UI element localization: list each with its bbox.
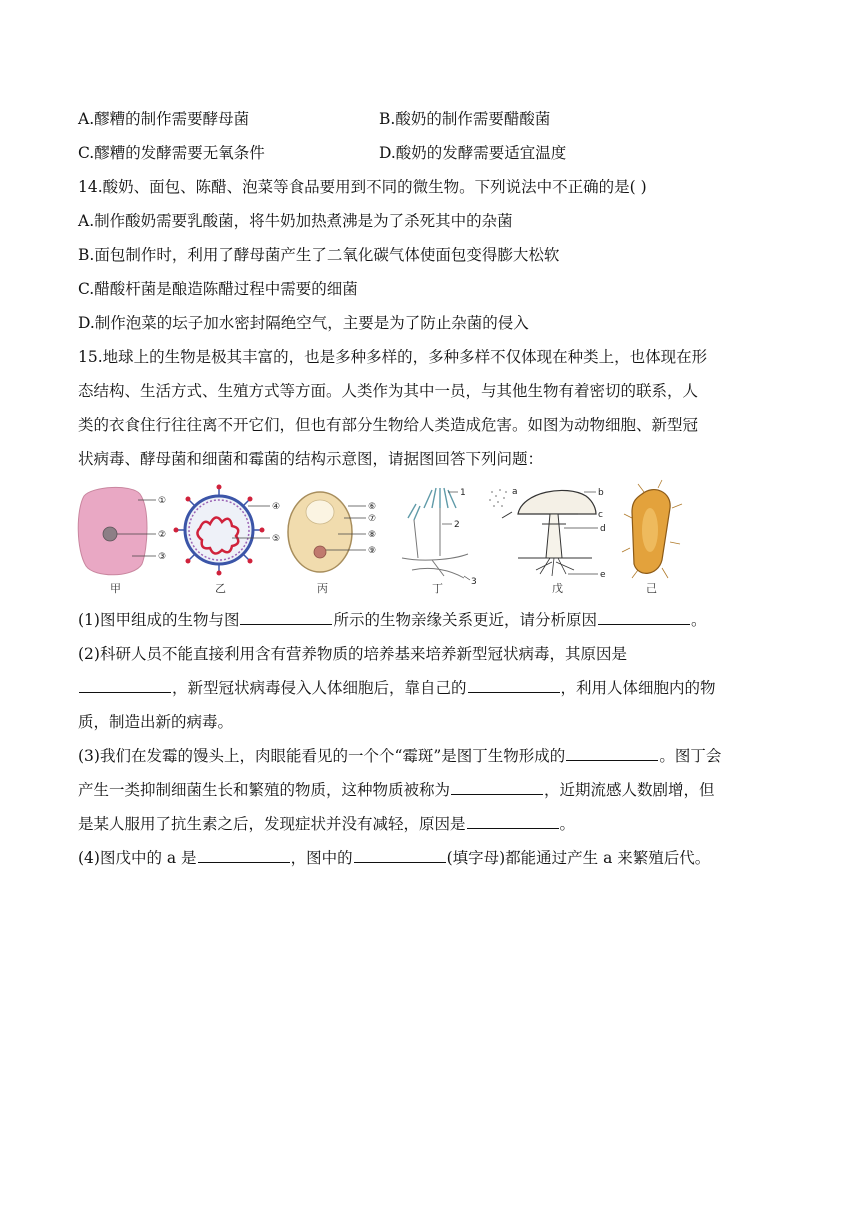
answer-blank-9[interactable] xyxy=(354,847,446,863)
bacterium-diagram xyxy=(622,480,682,578)
subquestion-3-line2 xyxy=(78,778,715,800)
label-ding-2: 2 xyxy=(454,520,460,530)
answer-blank-5[interactable] xyxy=(566,745,658,761)
q13-option-d: D.酸奶的发酵需要适宜温度 xyxy=(379,144,567,162)
answer-blank-8[interactable] xyxy=(198,847,290,863)
subquestion-4 xyxy=(78,846,710,868)
organism-structure-figure xyxy=(72,478,712,596)
caption-yi: 乙 xyxy=(215,582,226,595)
sub4-text-3: (填字母)都能通过产生 a 来繁殖后代。 xyxy=(446,849,711,867)
q13-option-a: A.醪糟的制作需要酵母菌 xyxy=(78,110,250,128)
label-wu-b: b xyxy=(598,488,604,498)
subquestion-2-line1: (2)科研人员不能直接利用含有营养物质的培养基来培养新型冠状病毒，其原因是 xyxy=(78,645,627,663)
mushroom-diagram xyxy=(489,487,606,580)
q14-option-d: D.制作泡菜的坛子加水密封隔绝空气，主要是为了防止杂菌的侵入 xyxy=(78,314,529,332)
subquestion-1 xyxy=(78,608,707,630)
label-wu-c: c xyxy=(598,510,603,520)
answer-blank-4[interactable] xyxy=(468,677,560,693)
label-4: ④ xyxy=(272,502,281,512)
sub4-text-2: ，图中的 xyxy=(290,849,353,867)
sub3-text-1b: 。图丁会 xyxy=(659,747,722,765)
subquestion-2-line3: 质，制造出新的病毒。 xyxy=(78,713,234,731)
yeast-cell-diagram xyxy=(288,492,376,572)
sub3-text-1a: (3)我们在发霉的馒头上，肉眼能看见的一个个“霉斑”是图丁生物形成的 xyxy=(78,747,566,765)
label-wu-e: e xyxy=(600,570,606,580)
label-6: ⑥ xyxy=(368,502,377,512)
answer-blank-1[interactable] xyxy=(240,609,332,625)
animal-cell-diagram xyxy=(78,487,166,574)
sub2-text-2a: ，新型冠状病毒侵入人体细胞后，靠自己的 xyxy=(172,679,467,697)
q13-option-b: B.酸奶的制作需要醋酸菌 xyxy=(379,110,551,128)
q15-stem-line4: 状病毒、酵母菌和细菌和霉菌的结构示意图，请据图回答下列问题： xyxy=(78,450,544,468)
q13-option-c: C.醪糟的发酵需要无氧条件 xyxy=(78,144,265,162)
sub4-text-1: (4)图戊中的 a 是 xyxy=(78,849,197,867)
subquestion-2-line2 xyxy=(78,676,716,698)
q15-stem-line3: 类的衣食住行往往离不开它们，但也有部分生物给人类造成危害。如图为动物细胞、新型冠 xyxy=(78,416,699,434)
label-wu-a: a xyxy=(512,487,518,497)
caption-bing: 丙 xyxy=(317,582,328,595)
q14-option-b: B.面包制作时，利用了酵母菌产生了二氧化碳气体使面包变得膨大松软 xyxy=(78,246,560,264)
sub2-text-2b: ，利用人体细胞内的物 xyxy=(560,679,716,697)
answer-blank-2[interactable] xyxy=(598,609,690,625)
sub3-text-3b: 。 xyxy=(559,815,576,833)
label-ding-3: 3 xyxy=(471,577,477,587)
label-5: ⑤ xyxy=(272,534,281,544)
label-3: ③ xyxy=(158,552,167,562)
answer-blank-3[interactable] xyxy=(79,677,171,693)
q15-stem-line2: 态结构、生活方式、生殖方式等方面。人类作为其中一员，与其他生物有着密切的联系，人 xyxy=(78,382,699,400)
sub3-text-3a: 是某人服用了抗生素之后，发现症状并没有减轻，原因是 xyxy=(78,815,466,833)
q15-stem-line1: 15.地球上的生物是极其丰富的，也是多种多样的，多种多样不仅体现在种类上，也体现在形 xyxy=(78,348,708,366)
label-1: ① xyxy=(158,496,167,506)
sub3-text-2a: 产生一类抑制细菌生长和繁殖的物质，这种物质被称为 xyxy=(78,781,451,799)
sub1-text-1: (1)图甲组成的生物与图 xyxy=(78,611,240,629)
subquestion-3-line1 xyxy=(78,744,721,766)
sub3-text-2b: ，近期流感人数剧增，但 xyxy=(544,781,715,799)
sub1-text-3: 。 xyxy=(690,611,707,629)
caption-jia: 甲 xyxy=(110,582,121,595)
answer-blank-6[interactable] xyxy=(451,779,543,795)
label-9: ⑨ xyxy=(368,546,377,556)
q14-option-a: A.制作酸奶需要乳酸菌，将牛奶加热煮沸是为了杀死其中的杂菌 xyxy=(78,212,513,230)
subquestion-3-line3 xyxy=(78,812,575,834)
penicillium-diagram xyxy=(402,488,477,587)
label-7: ⑦ xyxy=(368,514,377,524)
answer-blank-7[interactable] xyxy=(467,813,559,829)
caption-wu: 戊 xyxy=(552,582,563,595)
caption-ji: 己 xyxy=(646,582,657,595)
label-wu-d: d xyxy=(600,524,606,534)
caption-ding: 丁 xyxy=(432,582,443,595)
q14-stem: 14.酸奶、面包、陈醋、泡菜等食品要用到不同的微生物。下列说法中不正确的是( ) xyxy=(78,178,647,196)
coronavirus-diagram xyxy=(174,485,281,576)
sub1-text-2: 所示的生物亲缘关系更近，请分析原因 xyxy=(333,611,597,629)
label-ding-1: 1 xyxy=(460,488,466,498)
label-2: ② xyxy=(158,530,167,540)
label-8: ⑧ xyxy=(368,530,377,540)
q14-option-c: C.醋酸杆菌是酿造陈醋过程中需要的细菌 xyxy=(78,280,358,298)
